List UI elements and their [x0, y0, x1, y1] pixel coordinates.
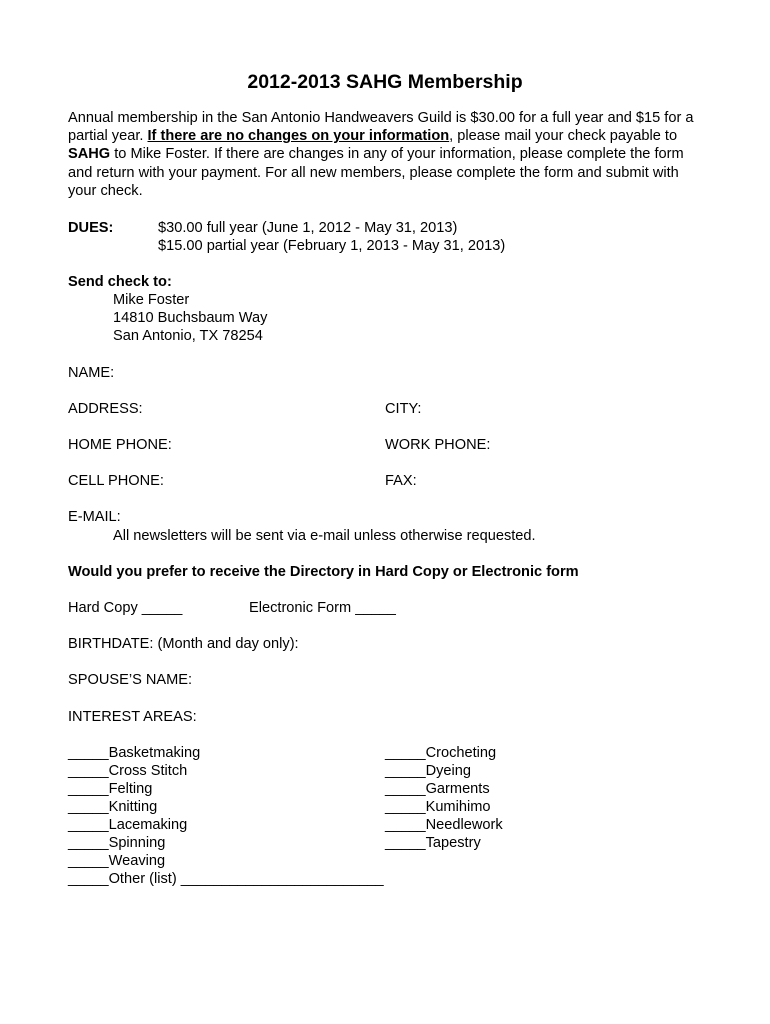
hard-copy-option: Hard Copy _____ [68, 600, 183, 616]
interest-item-garments: _____Garments [385, 781, 490, 797]
interest-areas-label: INTEREST AREAS: [68, 709, 197, 725]
fax-field-label: FAX: [385, 473, 417, 489]
intro-text-5: to Mike Foster. If there are changes in any of your information, please complete the form and return with your payment. For all new members, please complete the form and submit with your check. [68, 146, 684, 199]
interest-item-felting: _____Felting [68, 781, 153, 797]
dues-partial-year: $15.00 partial year (February 1, 2013 - May 31, 2013) [158, 238, 506, 254]
directory-question: Would you prefer to receive the Directory in Hard Copy or Electronic form [68, 564, 579, 580]
birthdate-field-label: BIRTHDATE: (Month and day only): [68, 636, 299, 652]
interest-item-cross-stitch: _____Cross Stitch [68, 763, 188, 779]
send-check-label: Send check to: [68, 274, 172, 290]
interest-item-spinning: _____Spinning [68, 835, 166, 851]
send-check-city: San Antonio, TX 78254 [113, 328, 263, 344]
work-phone-field-label: WORK PHONE: [385, 437, 491, 453]
interest-item-knitting: _____Knitting [68, 799, 158, 815]
city-field-label: CITY: [385, 401, 422, 417]
electronic-form-option: Electronic Form _____ [249, 600, 396, 616]
email-note: All newsletters will be sent via e-mail unless otherwise requested. [113, 528, 536, 544]
page-title: 2012-2013 SAHG Membership [247, 71, 523, 93]
interest-item-needlework: _____Needlework [385, 817, 503, 833]
name-field-label: NAME: [68, 365, 115, 381]
spouse-name-field-label: SPOUSE’S NAME: [68, 672, 193, 688]
interest-item-tapestry: _____Tapestry [385, 835, 481, 851]
email-field-label: E-MAIL: [68, 509, 121, 525]
interest-item-other: _____Other (list) _________________________ [68, 871, 384, 887]
send-check-name: Mike Foster [113, 292, 190, 308]
intro-paragraph [68, 109, 708, 200]
intro-payee: SAHG [68, 146, 111, 163]
intro-no-changes-emphasis: If there are no changes on your information [147, 128, 450, 145]
interest-item-crocheting: _____Crocheting [385, 745, 497, 761]
address-field-label: ADDRESS: [68, 401, 143, 417]
interest-item-dyeing: _____Dyeing [385, 763, 472, 779]
intro-text-1: Annual membership in the San Antonio Handweavers Guild is $30.00 for a full year and $15 for a partial year. [68, 110, 694, 145]
home-phone-field-label: HOME PHONE: [68, 437, 172, 453]
interest-item-weaving: _____Weaving [68, 853, 166, 869]
interest-item-kumihimo: _____Kumihimo [385, 799, 491, 815]
intro-text-3: , please mail your check payable to [449, 128, 678, 145]
interest-item-basketmaking: _____Basketmaking [68, 745, 201, 761]
dues-full-year: $30.00 full year (June 1, 2012 - May 31, 2013) [158, 220, 458, 236]
interest-item-lacemaking: _____Lacemaking [68, 817, 188, 833]
send-check-street: 14810 Buchsbaum Way [113, 310, 268, 326]
cell-phone-field-label: CELL PHONE: [68, 473, 164, 489]
dues-label: DUES: [68, 220, 114, 236]
